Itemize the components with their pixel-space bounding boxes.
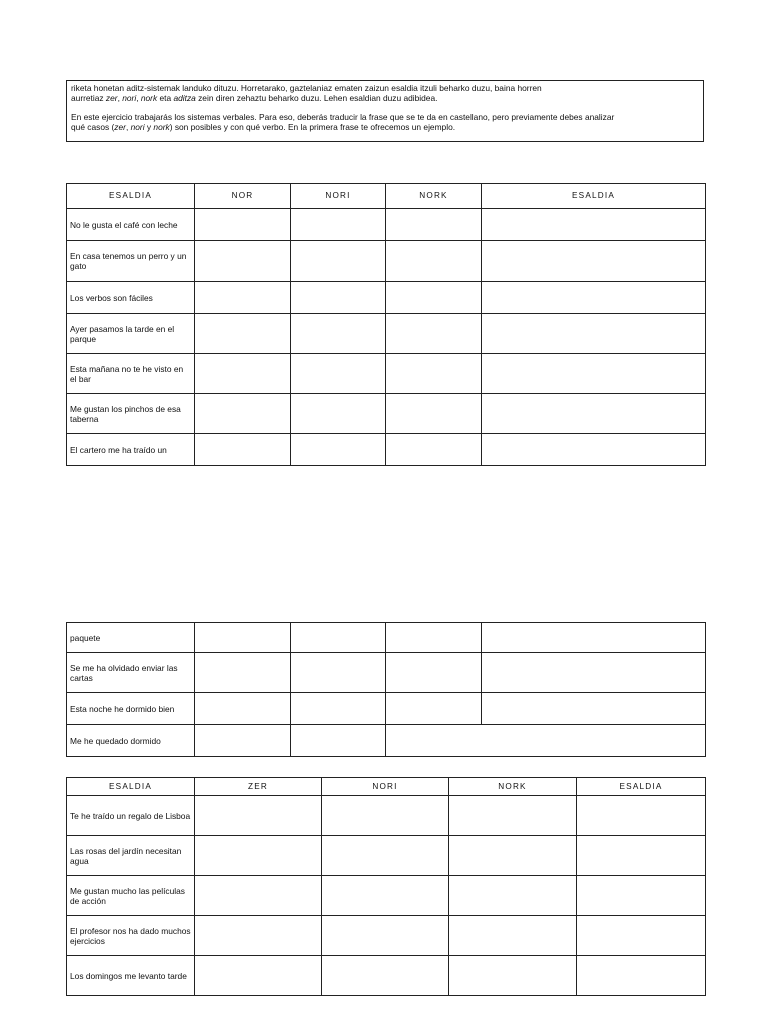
instructions-spanish-text: y bbox=[144, 122, 154, 132]
sentence-cell: Los domingos me levanto tarde bbox=[67, 956, 195, 996]
instructions-basque-line1: riketa honetan aditz-sistemak landuko dituzu. Horretarako, gaztelaniaz ematen zaizun esaldia itzuli beharko duzu, baina horren bbox=[71, 83, 542, 93]
answer-cell-nor[interactable] bbox=[195, 725, 291, 757]
instructions-basque-text: zein diren zehaztu beharko duzu. Lehen esaldian duzu adibidea. bbox=[195, 93, 438, 103]
answer-cell-nori[interactable] bbox=[291, 653, 386, 693]
table-row bbox=[67, 394, 706, 434]
answer-cell-esaldia[interactable] bbox=[482, 623, 706, 653]
sentence-cell: Me gustan mucho las películas de acción bbox=[67, 876, 195, 916]
answer-cell-zer[interactable] bbox=[195, 876, 322, 916]
answer-cell-esaldia[interactable] bbox=[577, 876, 706, 916]
table-row bbox=[67, 876, 706, 916]
answer-cell-nork[interactable] bbox=[386, 693, 482, 725]
header-esaldia-translation: ESALDIA bbox=[482, 184, 706, 209]
answer-cell-nork[interactable] bbox=[386, 623, 482, 653]
answer-cell-esaldia[interactable] bbox=[577, 836, 706, 876]
answer-cell-nori[interactable] bbox=[291, 434, 386, 466]
header-esaldia-translation: ESALDIA bbox=[577, 778, 706, 796]
answer-cell-nor[interactable] bbox=[195, 314, 291, 354]
answer-cell-nori[interactable] bbox=[291, 693, 386, 725]
header-nork: NORK bbox=[386, 184, 482, 209]
answer-cell-esaldia[interactable] bbox=[482, 314, 706, 354]
instructions-spanish bbox=[71, 112, 699, 132]
instructions-basque-text: aurretiaz bbox=[71, 93, 106, 103]
answer-cell-nork[interactable] bbox=[386, 241, 482, 282]
table-row bbox=[67, 916, 706, 956]
answer-cell-nori[interactable] bbox=[322, 836, 449, 876]
header-nori: NORI bbox=[291, 184, 386, 209]
sentence-cell: paquete bbox=[67, 623, 195, 653]
answer-cell-esaldia[interactable] bbox=[482, 434, 706, 466]
table-header-row bbox=[67, 184, 706, 209]
answer-cell-nork[interactable] bbox=[386, 434, 482, 466]
answer-cell-nori[interactable] bbox=[291, 394, 386, 434]
verb-analysis-table-zer bbox=[66, 777, 706, 996]
answer-cell-nori[interactable] bbox=[322, 796, 449, 836]
sentence-cell: Te he traído un regalo de Lisboa bbox=[67, 796, 195, 836]
term-nori: nori bbox=[122, 93, 137, 103]
answer-cell-nor[interactable] bbox=[195, 653, 291, 693]
header-nori: NORI bbox=[322, 778, 449, 796]
answer-cell-esaldia[interactable] bbox=[482, 241, 706, 282]
answer-cell-zer[interactable] bbox=[195, 836, 322, 876]
answer-cell-nork[interactable] bbox=[449, 876, 577, 916]
answer-cell-nori[interactable] bbox=[322, 956, 449, 996]
answer-cell-nori[interactable] bbox=[291, 354, 386, 394]
instructions-spanish-text: qué casos ( bbox=[71, 122, 115, 132]
answer-cell-nor[interactable] bbox=[195, 209, 291, 241]
sentence-cell: En casa tenemos un perro y un gato bbox=[67, 241, 195, 282]
answer-cell-zer[interactable] bbox=[195, 956, 322, 996]
table-row bbox=[67, 693, 706, 725]
verb-analysis-table-continued bbox=[66, 622, 706, 757]
answer-cell-nori[interactable] bbox=[291, 209, 386, 241]
sentence-cell: El cartero me ha traído un bbox=[67, 434, 195, 466]
term-aditza: aditza bbox=[173, 93, 196, 103]
answer-cell-nor[interactable] bbox=[195, 434, 291, 466]
answer-cell-nor[interactable] bbox=[195, 394, 291, 434]
answer-cell-nork[interactable] bbox=[386, 314, 482, 354]
sentence-cell: El profesor nos ha dado muchos ejercicios bbox=[67, 916, 195, 956]
answer-cell-nork[interactable] bbox=[386, 354, 482, 394]
sentence-cell: Me gustan los pinchos de esa taberna bbox=[67, 394, 195, 434]
answer-cell-esaldia[interactable] bbox=[482, 354, 706, 394]
separator: , bbox=[136, 93, 141, 103]
term-nori: nori bbox=[130, 122, 145, 132]
answer-cell-esaldia[interactable] bbox=[577, 916, 706, 956]
header-esaldia: ESALDIA bbox=[67, 778, 195, 796]
answer-cell-esaldia[interactable] bbox=[482, 282, 706, 314]
table-row bbox=[67, 956, 706, 996]
instructions-box bbox=[66, 80, 704, 142]
answer-cell-esaldia[interactable] bbox=[482, 209, 706, 241]
table-row bbox=[67, 725, 706, 757]
header-nor: NOR bbox=[195, 184, 291, 209]
answer-cell-esaldia[interactable] bbox=[482, 693, 706, 725]
answer-cell-nork[interactable] bbox=[386, 209, 482, 241]
answer-cell-zer[interactable] bbox=[195, 796, 322, 836]
term-zer: zer bbox=[105, 93, 118, 103]
answer-cell-nork[interactable] bbox=[449, 916, 577, 956]
table-row bbox=[67, 314, 706, 354]
answer-cell-nork[interactable] bbox=[386, 394, 482, 434]
separator: , bbox=[117, 93, 123, 103]
answer-cell-nor[interactable] bbox=[195, 693, 291, 725]
table-row bbox=[67, 209, 706, 241]
answer-cell-nor[interactable] bbox=[195, 241, 291, 282]
answer-cell-zer[interactable] bbox=[195, 916, 322, 956]
answer-cell-nork[interactable] bbox=[386, 653, 482, 693]
answer-cell-esaldia[interactable] bbox=[482, 653, 706, 693]
instructions-basque-text: eta bbox=[157, 93, 174, 103]
term-zer: zer bbox=[114, 122, 126, 132]
answer-cell-merged[interactable] bbox=[386, 725, 706, 757]
answer-cell-nor[interactable] bbox=[195, 623, 291, 653]
header-zer: ZER bbox=[195, 778, 322, 796]
instructions-spanish-text: ) son posibles y con qué verbo. En la primera frase te ofrecemos un ejemplo. bbox=[169, 122, 456, 132]
table-row bbox=[67, 836, 706, 876]
answer-cell-esaldia[interactable] bbox=[482, 394, 706, 434]
answer-cell-nori[interactable] bbox=[291, 314, 386, 354]
table-row bbox=[67, 282, 706, 314]
answer-cell-nori[interactable] bbox=[291, 725, 386, 757]
table-row bbox=[67, 434, 706, 466]
sentence-cell: No le gusta el café con leche bbox=[67, 209, 195, 241]
instructions-spanish-line1: En este ejercicio trabajarás los sistemas verbales. Para eso, deberás traducir la frase que se te da en castellano, pero previamente debes analizar bbox=[71, 112, 615, 122]
instructions-basque bbox=[71, 83, 699, 103]
table-header-row bbox=[67, 778, 706, 796]
answer-cell-nork[interactable] bbox=[386, 282, 482, 314]
sentence-cell: Las rosas del jardín necesitan agua bbox=[67, 836, 195, 876]
term-nork: nork bbox=[153, 122, 170, 132]
sentence-cell: Se me ha olvidado enviar las cartas bbox=[67, 653, 195, 693]
answer-cell-nork[interactable] bbox=[449, 796, 577, 836]
answer-cell-esaldia[interactable] bbox=[577, 956, 706, 996]
answer-cell-nork[interactable] bbox=[449, 956, 577, 996]
header-nork: NORK bbox=[449, 778, 577, 796]
sentence-cell: Me he quedado dormido bbox=[67, 725, 195, 757]
separator: , bbox=[125, 122, 131, 132]
header-esaldia: ESALDIA bbox=[67, 184, 195, 209]
answer-cell-nori[interactable] bbox=[322, 916, 449, 956]
table-row bbox=[67, 653, 706, 693]
table-row bbox=[67, 354, 706, 394]
answer-cell-nori[interactable] bbox=[322, 876, 449, 916]
answer-cell-esaldia[interactable] bbox=[577, 796, 706, 836]
answer-cell-nor[interactable] bbox=[195, 282, 291, 314]
answer-cell-nori[interactable] bbox=[291, 241, 386, 282]
sentence-cell: Ayer pasamos la tarde en el parque bbox=[67, 314, 195, 354]
answer-cell-nori[interactable] bbox=[291, 282, 386, 314]
table-row bbox=[67, 241, 706, 282]
sentence-cell: Esta mañana no te he visto en el bar bbox=[67, 354, 195, 394]
sentence-cell: Los verbos son fáciles bbox=[67, 282, 195, 314]
term-nork: nork bbox=[140, 93, 158, 103]
sentence-cell: Esta noche he dormido bien bbox=[67, 693, 195, 725]
answer-cell-nor[interactable] bbox=[195, 354, 291, 394]
answer-cell-nori[interactable] bbox=[291, 623, 386, 653]
answer-cell-nork[interactable] bbox=[449, 836, 577, 876]
table-row bbox=[67, 623, 706, 653]
table-row bbox=[67, 796, 706, 836]
verb-analysis-table-nor bbox=[66, 183, 706, 466]
